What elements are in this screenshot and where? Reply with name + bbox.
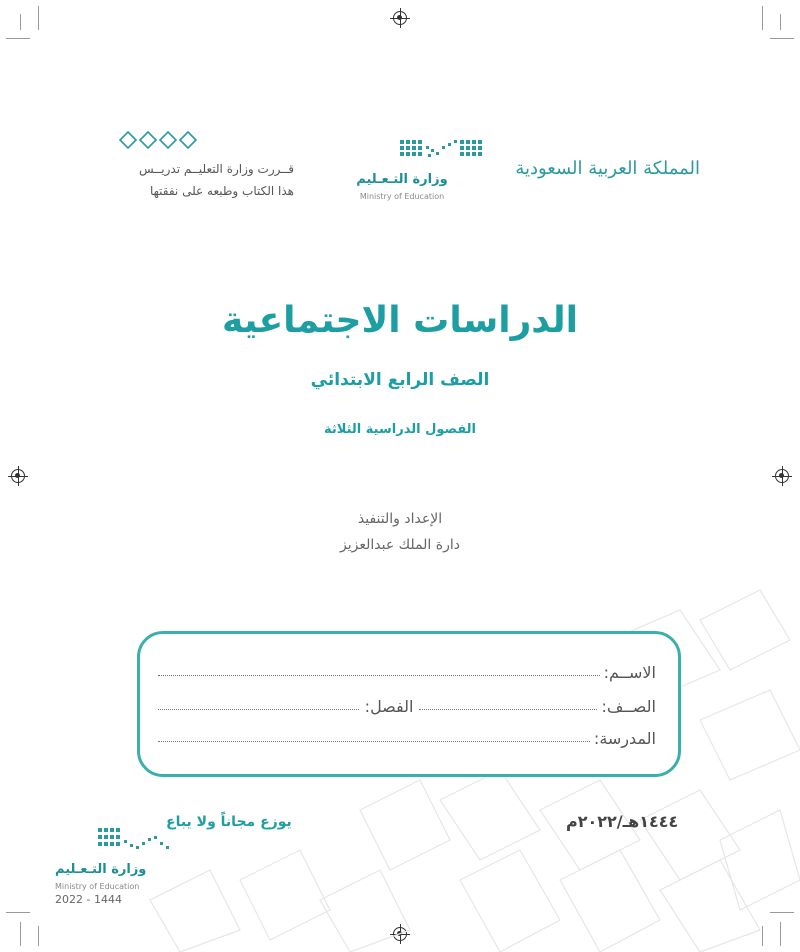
name-blank[interactable] [158, 675, 600, 676]
prepared-by: دارة الملك عبدالعزيز [340, 537, 460, 553]
credits-block [0, 506, 800, 558]
prepared-label: الإعداد والتنفيذ [357, 511, 443, 527]
registration-mark-icon [11, 469, 25, 483]
kingdom-calligraphy-logo: المملكة العربية السعودية [515, 158, 700, 179]
grade-subtitle: الصف الرابع الابتدائي [310, 370, 490, 390]
registration-mark-icon [775, 469, 789, 483]
student-info-box [137, 631, 681, 777]
edition-year: ١٤٤٤هـ/٢٠٢٢م [566, 812, 679, 831]
semesters-label: الفصول الدراسية الثلاثة [323, 422, 477, 437]
name-label: الاســم: [603, 663, 656, 682]
registration-mark-icon [393, 11, 407, 25]
free-distribution-note: يوزع مجاناً ولا يباع [166, 814, 292, 830]
ministry-logo-icon [398, 138, 488, 162]
school-blank[interactable] [158, 741, 590, 742]
book-title: الدراسات الاجتماعية [222, 300, 578, 341]
class-label: الفصل: [364, 697, 414, 716]
crop-mark [770, 38, 794, 39]
class-blank[interactable] [158, 709, 359, 710]
name-field[interactable] [158, 658, 656, 682]
ministry-name-english: Ministry of Education [359, 192, 445, 201]
crop-mark [6, 38, 30, 39]
crop-mark [20, 14, 21, 30]
grade-label: الصــف: [601, 697, 656, 716]
footer-ministry-name-english: Ministry of Education [55, 882, 140, 891]
crop-mark [762, 6, 763, 30]
approval-statement [139, 158, 294, 202]
approval-line-1: قــررت وزارة التعليــم تدريــس [138, 162, 294, 176]
ministry-name-arabic: وزارة التـعـليم [356, 172, 448, 187]
year-range: 2022 - 1444 [55, 893, 122, 906]
crop-mark [780, 14, 781, 30]
diamonds-decoration-icon [118, 130, 208, 150]
grade-blank[interactable] [419, 709, 597, 710]
grade-class-field[interactable] [158, 692, 656, 716]
crop-mark [38, 6, 39, 30]
school-field[interactable] [158, 724, 656, 748]
footer-ministry-name-arabic: وزارة التـعـليم [55, 862, 147, 877]
school-label: المدرسة: [593, 729, 656, 748]
approval-line-2: هذا الكتاب وطبعه على نفقتها [149, 184, 294, 198]
ministry-logo-small-icon [96, 826, 176, 854]
